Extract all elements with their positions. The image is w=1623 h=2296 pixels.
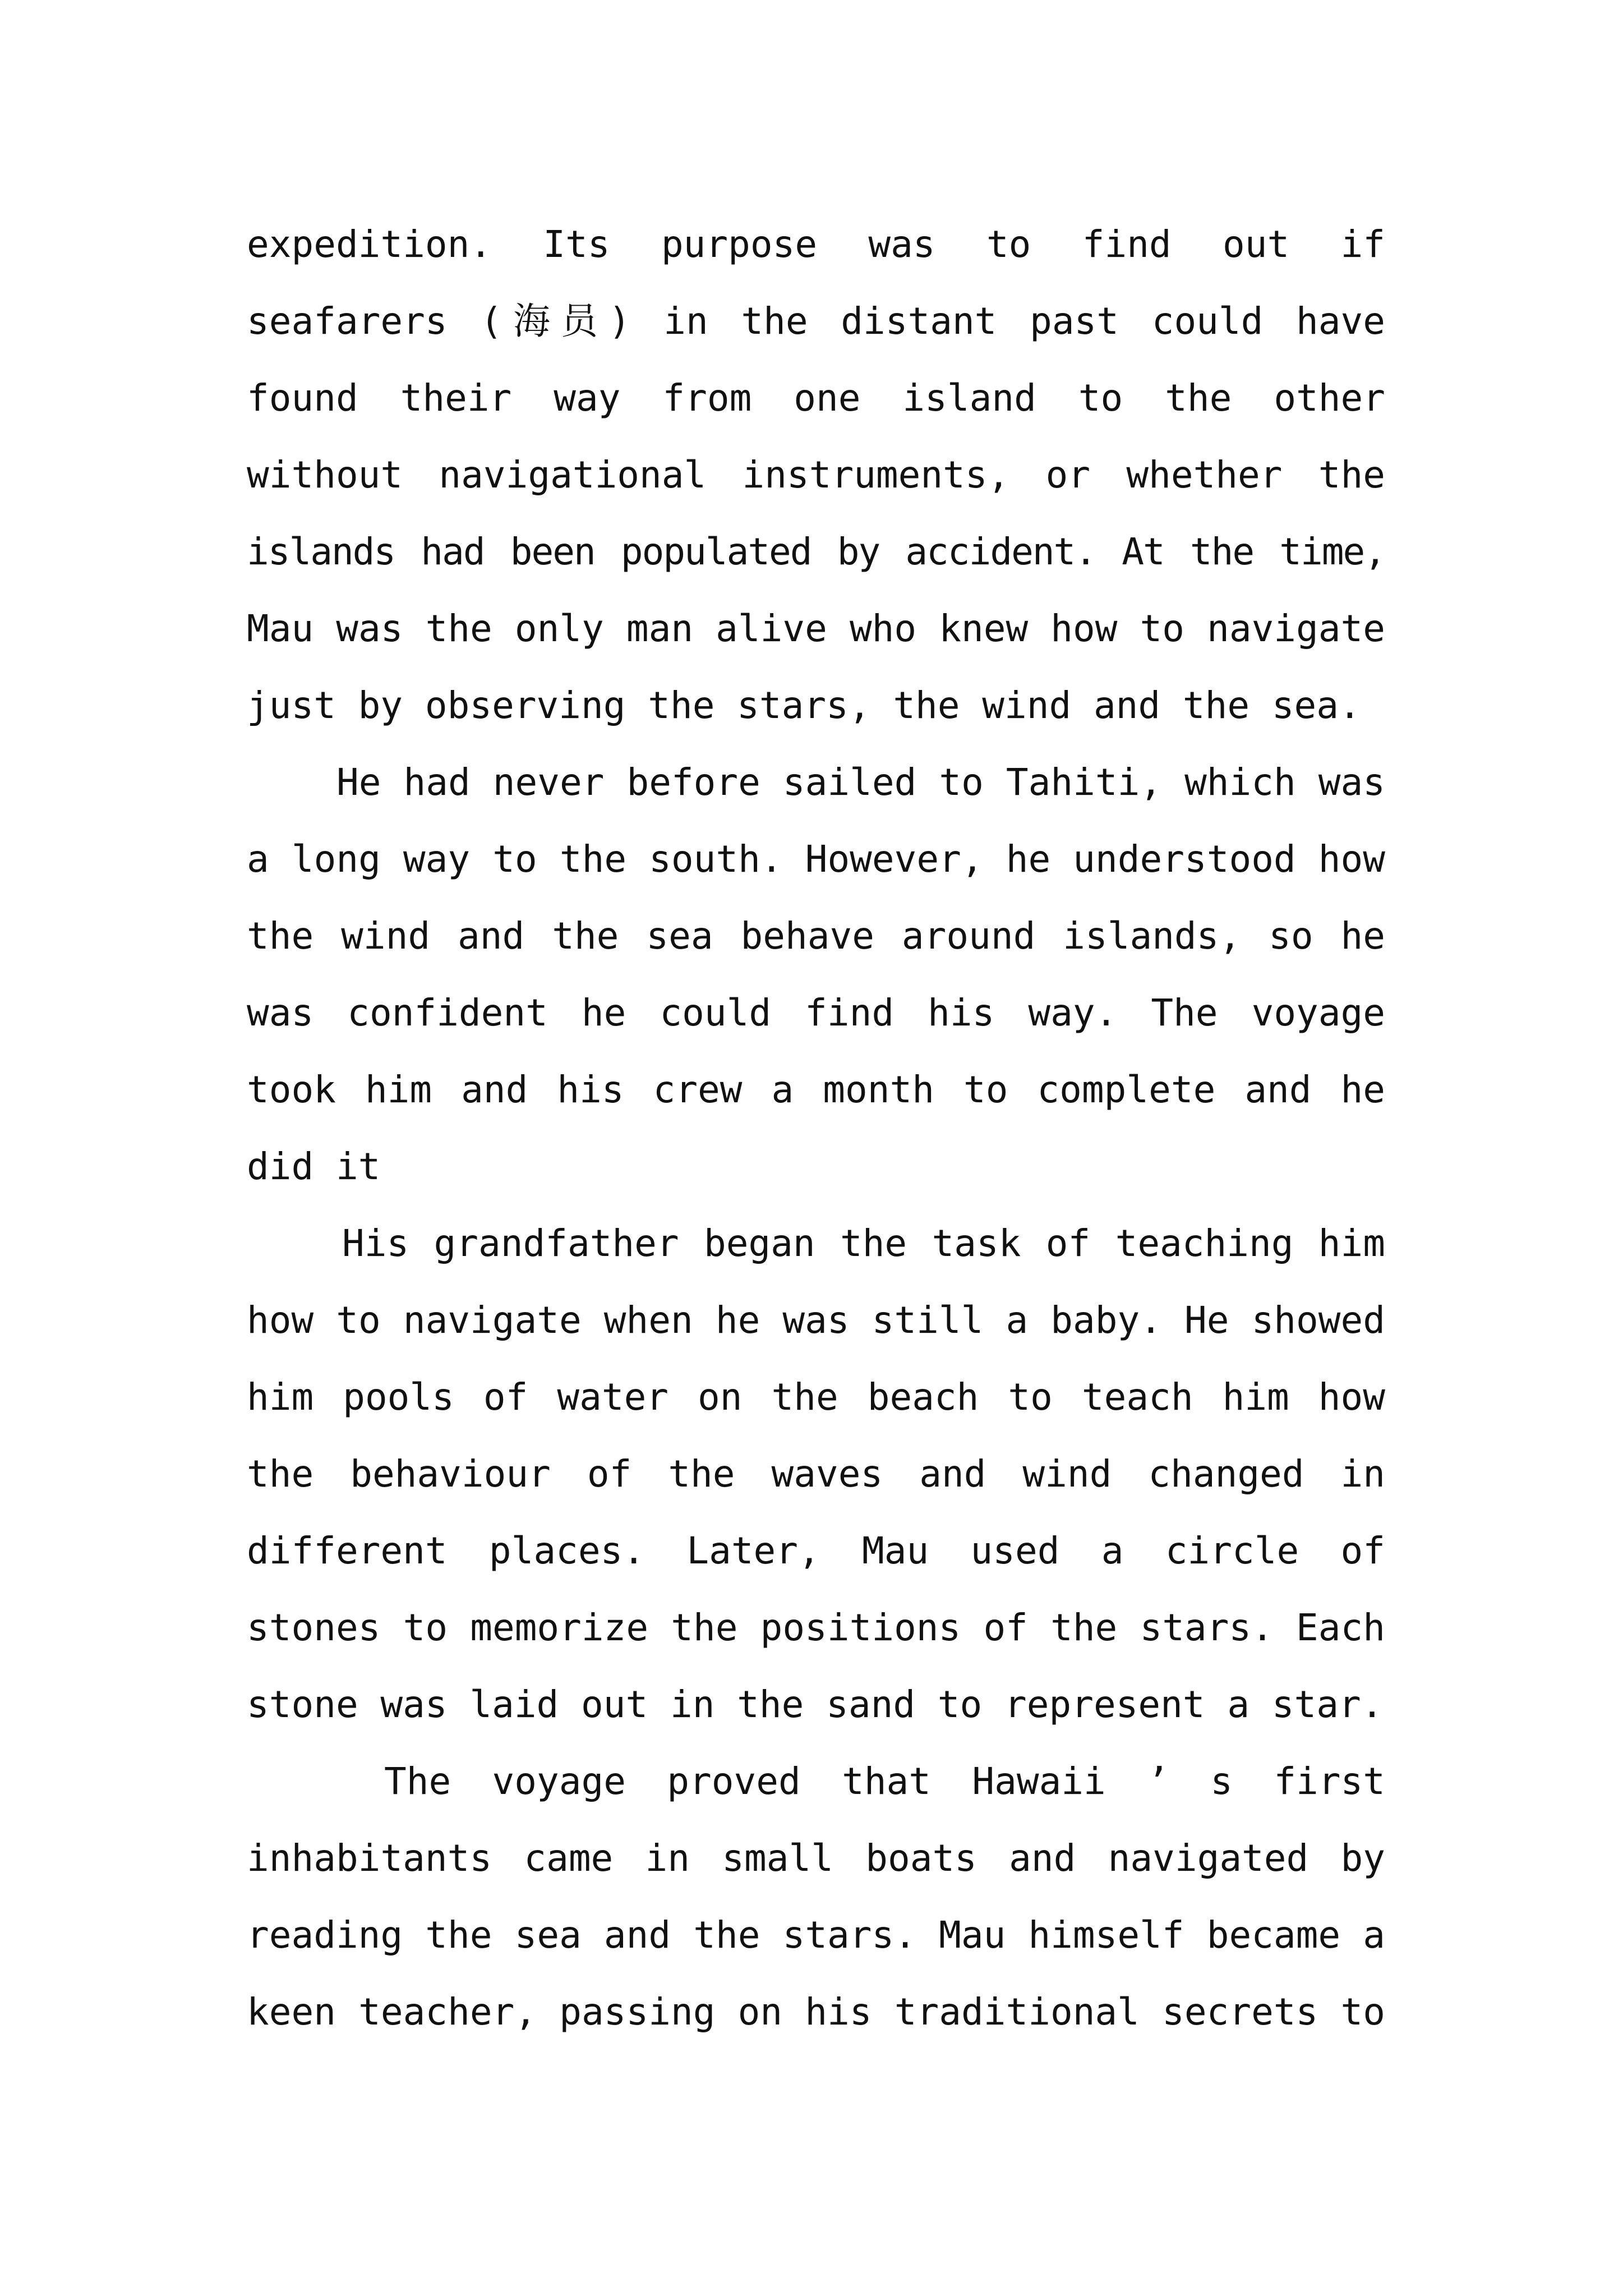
text-line: Mau was the only man alive who knew how to navigate: [247, 607, 1385, 650]
paragraph-first-line: The voyage proved that Hawaii ’ s first: [384, 1760, 1385, 1803]
text-line: inhabitants came in small boats and navigated by: [247, 1837, 1385, 1880]
text-line: islands had been populated by accident. At the time,: [247, 530, 1385, 573]
text-line: found their way from one island to the other: [247, 376, 1385, 420]
text-line: expedition. Its purpose was to find out if: [247, 223, 1385, 266]
paragraph-first-line: His grandfather began the task of teaching him: [342, 1222, 1385, 1265]
text-line: seafarers (海员) in the distant past could have: [247, 300, 1385, 343]
body-text: [247, 215, 1385, 2059]
text-line: was confident he could find his way. The voyage: [247, 991, 1385, 1034]
text-line: stone was laid out in the sand to represent a star.: [247, 1683, 1384, 1726]
text-line: stones to memorize the positions of the stars. Each: [247, 1606, 1385, 1649]
text-line: just by observing the stars, the wind and the sea.: [247, 684, 1361, 727]
text-line: did it: [247, 1145, 381, 1188]
text-line: the behaviour of the waves and wind changed in: [247, 1452, 1385, 1496]
text-line: how to navigate when he was still a baby. He showed: [247, 1299, 1385, 1342]
text-line: without navigational instruments, or whether the: [247, 453, 1385, 496]
text-line: took him and his crew a month to complete and he: [247, 1068, 1385, 1111]
text-line: reading the sea and the stars. Mau himself became a: [247, 1913, 1385, 1957]
text-line: keen teacher, passing on his traditional secrets to: [247, 1990, 1385, 2033]
text-line: the wind and the sea behave around islands, so he: [247, 914, 1385, 958]
text-line: a long way to the south. However, he understood how: [247, 838, 1385, 881]
text-line: him pools of water on the beach to teach him how: [247, 1375, 1385, 1419]
text-line: different places. Later, Mau used a circle of: [247, 1529, 1385, 1572]
paragraph-first-line: He had never before sailed to Tahiti, which was: [336, 761, 1385, 804]
